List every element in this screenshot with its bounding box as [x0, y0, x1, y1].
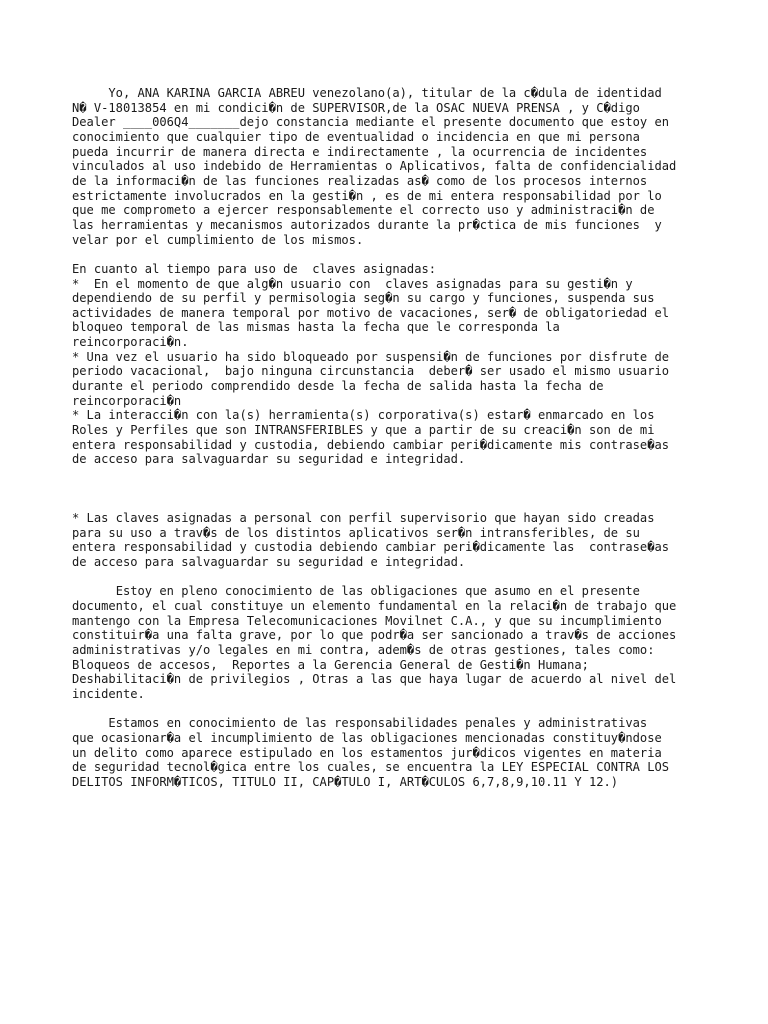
obligations-paragraph: Estoy en pleno conocimiento de las obligaciones que asumo en el presente documento, el cual constituye un elemento fundamental en la relaci�n de trabajo que mantengo con la Empresa Telecomunicaciones Movilnet C.A., y que su incumplimiento constituir�a una falta grave, por lo que podr�a ser sancionado a trav�s de acciones administrativas y/o legales en mi contra, adem�s de otras gestiones, tales como: Bloqueos de accesos, Reportes a la Gerencia General de Gesti�n Humana; Deshabilitaci�n de privilegios , Otras a las que haya lugar de acuerdo al nivel del incidente.	[72, 584, 677, 701]
declaration-paragraph: Yo, ANA KARINA GARCIA ABREU venezolano(a), titular de la c�dula de identidad N� V-18013854 en mi condici�n de SUPERVISOR,de la OSAC NUEVA PRENSA , y C�digo Dealer ____006Q4_______dejo constancia mediante el presente documento que estoy en conocimiento que cualquier tipo de eventualidad o incidencia en que mi persona pueda incurrir de manera directa e indirectamente , la ocurrencia de incidentes vinculados al uso indebido de Herramientas o Aplicativos, falta de confidencialidad de la informaci�n de las funciones realizadas as� como de los procesos internos estrictamente involucrados en la gesti�n , es de mi entera responsabilidad por lo que me comprometo a ejercer responsablemente el correcto uso y administraci�n de las herramientas y mecanismos autorizados durante la pr�ctica de mis funciones y velar por el cumplimiento de los mismos.	[72, 86, 677, 247]
password-usage-paragraph: En cuanto al tiempo para uso de claves asignadas: * En el momento de que alg�n usuario con claves asignadas para su gesti�n y dependiendo de su perfil y permisologia seg�n su cargo y funciones, suspenda sus actividades de manera temporal por motivo de vacaciones, ser� de obligatoriedad el bloqueo temporal de las mismas hasta la fecha que le corresponda la reincorporaci�n. * Una vez el usuario ha sido bloqueado por suspensi�n de funciones por disfrute de periodo vacacional, bajo ninguna circunstancia deber� ser usado el mismo usuario durante el periodo comprendido desde la fecha de salida hasta la fecha de reincorporaci�n * La interacci�n con la(s) herramienta(s) corporativa(s) estar� enmarcado en los Roles y Perfiles que son INTRANSFERIBLES y que a partir de su creaci�n son de mi entera responsabilidad y custodia, debiendo cambiar peri�dicamente mis contrase�as de acceso para salvaguardar su seguridad e integridad.	[72, 261, 670, 467]
document-page	[72, 86, 722, 789]
legal-responsibility-paragraph: Estamos en conocimiento de las responsabilidades penales y administrativas que ocasionar�a el incumplimiento de las obligaciones mencionadas constituy�ndose un delito como aparece estipulado en los estamentos jur�dicos vigentes en materia de seguridad tecnol�gica entre los cuales, se encuentra la LEY ESPECIAL CONTRA LOS DELITOS INFORM�TICOS, TITULO II, CAP�TULO I, ART�CULOS 6,7,8,9,10.11 Y 12.)	[72, 716, 670, 789]
supervisor-password-paragraph: * Las claves asignadas a personal con perfil supervisorio que hayan sido creadas para su uso a trav�s de los distintos aplicativos ser�n intransferibles, de su entera responsabilidad y custodia debiendo cambiar peri�dicamente las contrase�as de acceso para salvaguardar su seguridad e integridad.	[72, 511, 670, 570]
